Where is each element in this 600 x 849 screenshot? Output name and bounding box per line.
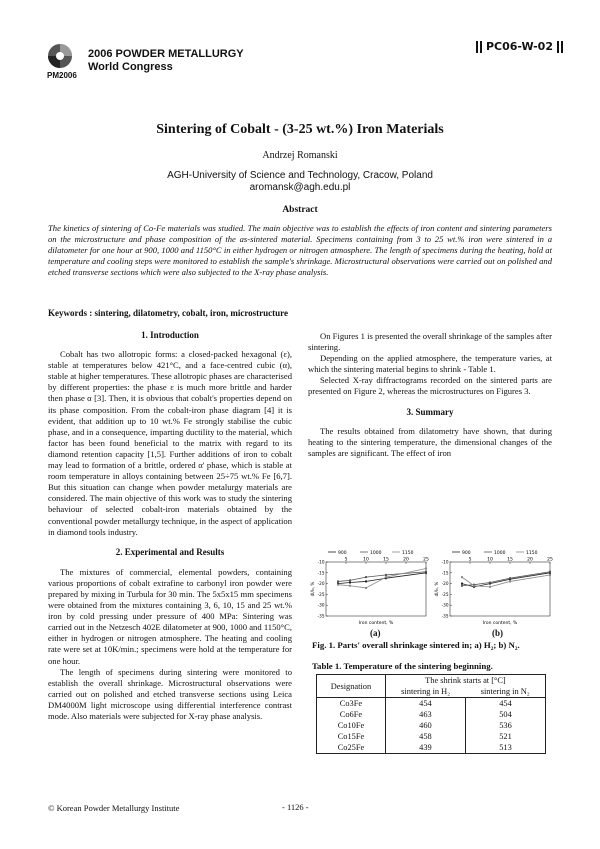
- right-column: [308, 331, 552, 459]
- plot-frame: [450, 562, 550, 616]
- data-point: [461, 583, 463, 585]
- section-heading-summary: 3. Summary: [406, 406, 454, 417]
- data-point: [365, 580, 367, 582]
- y-tick-label: -10: [317, 559, 325, 565]
- table1-cell-n2: 513: [465, 742, 545, 754]
- data-point: [489, 582, 491, 584]
- legend-entry: 1150: [526, 551, 538, 556]
- conference-line2: World Congress: [88, 61, 173, 73]
- table1-cell-designation: Co6Fe: [317, 709, 386, 720]
- figure1-chart-b: [434, 548, 554, 630]
- data-point: [461, 585, 463, 587]
- table1-cell-designation: Co3Fe: [317, 698, 386, 710]
- x-tick-label: 10: [487, 557, 493, 563]
- data-point: [461, 576, 463, 578]
- table1-cell-h2: 439: [385, 742, 465, 754]
- x-axis-label: Iron content, %: [482, 621, 518, 626]
- paper-code-box: [475, 40, 564, 53]
- figure1-label-a: (a): [370, 628, 381, 638]
- x-tick-label: 5: [468, 557, 472, 563]
- data-point: [385, 576, 387, 578]
- series-line: [462, 575, 550, 587]
- data-point: [473, 585, 475, 587]
- data-point: [349, 579, 351, 581]
- table1-cell-h2: 463: [385, 709, 465, 720]
- y-tick-label: -20: [441, 581, 449, 587]
- data-point: [349, 585, 351, 587]
- x-tick-label: 15: [507, 557, 513, 563]
- series-line: [338, 568, 426, 587]
- table1: [316, 674, 546, 754]
- data-point: [509, 577, 511, 579]
- y-tick-label: -15: [317, 570, 325, 576]
- conference-logo-icon: [46, 42, 74, 72]
- left-column: [48, 330, 292, 722]
- y-tick-label: -25: [317, 591, 325, 597]
- table1-cell-n2: 504: [465, 709, 545, 720]
- y-tick-label: -15: [441, 570, 449, 576]
- series-line: [462, 572, 550, 586]
- table-row: [317, 709, 546, 720]
- conference-line1: 2006 POWDER METALLURGY: [88, 48, 244, 60]
- series-line: [338, 572, 426, 582]
- table1-cell-designation: Co25Fe: [317, 742, 386, 754]
- y-axis-label: dl/l₀, %: [434, 581, 439, 597]
- experimental-paragraph-5: Selected X-ray diffractograms recorded on the sintered parts are presented on Figure 2, whereas the microstructures on Figures 3.: [308, 375, 552, 397]
- x-tick-label: 25: [423, 557, 429, 563]
- y-axis-label: dl/l₀, %: [310, 581, 315, 597]
- data-point: [349, 582, 351, 584]
- experimental-paragraph-1: The mixtures of commercial, elemental powders, containing various proportions of cobalt extrafine to carbonyl iron powder were prepared by mixing in Turbula for 30 min. The 5x5x15 mm specimens were obtained from the mixtures containing 3, 6, 10, 15 and 25 wt.% iron by cold pressing under pressure of 400 MPa: Sintering was carried out in the Netzesch 402E dilatometer at 900, 1000 and 1150°C, either in hydrogen or nitrogen atmosphere. The heating and cooling rate were set at 10K/min.; specimens were hold at the temperature for one hour.: [48, 566, 292, 666]
- x-tick-label: 20: [403, 557, 409, 563]
- table1-cell-h2: 458: [385, 731, 465, 742]
- table1-cell-designation: Co10Fe: [317, 720, 386, 731]
- paper-title: Sintering of Cobalt - (3-25 wt.%) Iron Materials: [156, 122, 444, 137]
- table1-cell-n2: 536: [465, 720, 545, 731]
- figure1-label-b: (b): [492, 628, 503, 638]
- legend-entry: 1000: [494, 551, 506, 556]
- x-axis-label: Iron content, %: [358, 621, 394, 626]
- section-heading-introduction: 1. Introduction: [141, 330, 199, 340]
- table1-caption: Table 1. Temperature of the sintering beginning.: [312, 661, 493, 671]
- data-point: [365, 587, 367, 589]
- table1-cell-n2: 521: [465, 731, 545, 742]
- table1-cell-designation: Co15Fe: [317, 731, 386, 742]
- data-point: [385, 574, 387, 576]
- data-point: [425, 567, 427, 569]
- y-tick-label: -30: [441, 602, 449, 608]
- figure1-caption: Fig. 1. Parts' overall shrinkage sintered in; a) H₂; b) N₂.: [312, 640, 520, 650]
- x-tick-label: 5: [344, 557, 348, 563]
- footer-copyright: © Korean Powder Metallurgy Institute: [48, 803, 180, 813]
- y-tick-label: -10: [441, 559, 449, 565]
- affiliation-block: [0, 170, 600, 194]
- table1-header-h2: sintering in H₂: [385, 686, 465, 698]
- page-number: - 1126 -: [282, 802, 309, 812]
- table1-cell-h2: 454: [385, 698, 465, 710]
- data-point: [509, 580, 511, 582]
- table1-header-n2: sintering in N₂: [465, 686, 545, 698]
- abstract-heading: Abstract: [282, 205, 318, 215]
- legend-entry: 1000: [370, 551, 382, 556]
- y-tick-label: -35: [441, 613, 449, 619]
- y-tick-label: -25: [441, 591, 449, 597]
- section-heading-experimental: 2. Experimental and Results: [115, 546, 225, 557]
- plot-frame: [326, 562, 426, 616]
- affiliation: AGH-University of Science and Technology, Cracow, Poland: [167, 170, 433, 181]
- abstract-text: The kinetics of sintering of Co-Fe materials was studied. The main objective was to establish the effects of iron content and sintering parameters on the microstructure and phase composition of the as-sintered material. Specimens containing from 3 to 25 wt.% iron were sintered in a dilatometer for one hour at 900, 1000 and 1150°C in either hydrogen or nitrogen atmosphere. The length of specimens during the heating, hold at temperature and cooling steps were monitored to establish the sample's shrinkage. Microstructural observations were carried out on polished and etched transverse sections which were also subjected to the X-ray phase analysis.: [48, 223, 552, 277]
- table1-cell-n2: 454: [465, 698, 545, 710]
- y-tick-label: -20: [317, 581, 325, 587]
- keywords: Keywords : sintering, dilatometry, cobalt, iron, microstructure: [48, 308, 288, 318]
- table-row: [317, 720, 546, 731]
- intro-paragraph: Cobalt has two allotropic forms: a closed-packed hexagonal (ε), stable at temperatures below 421°C, and a face-centred cubic (α), stable at higher temperatures. These allotropic phases are characterised by different properties: the phase ε is much more brittle and harder then phase α [3]. Then, it is obvious that cobalt's properties depend on its phase composition. From the cobalt-iron phase diagram [4] it is evident, that addition up to 10 wt.% Fe strongly stabilise the cubic phase, and in a consequence, imparting ductility to the material, which factor has been found beneficial to the matrix with regard to its diamond retention capacity [1,5]. Further additions of iron to cobalt may lead to formation of a brittle, ordered α' phase, which is stable at room temperature in alloys containing between 25÷75 wt.% Fe [6,7]. But this situation can change when powder metalurgy materials are considered. The main objective of this work was to study the sintering behaviour of selected cobalt-iron materials obtained by the conventional powder metallurgy technique, in the aspect of application in diamond tools industry.: [48, 349, 292, 537]
- table-row: [317, 742, 546, 754]
- y-tick-label: -30: [317, 602, 325, 608]
- x-tick-label: 10: [363, 557, 369, 563]
- data-point: [549, 574, 551, 576]
- experimental-paragraph-3: On Figures 1 is presented the overall shrinkage of the samples after sintering.: [308, 331, 552, 353]
- paper-code: PC06-W-02: [485, 40, 553, 53]
- data-point: [549, 571, 551, 573]
- table1-header-designation: Designation: [317, 675, 386, 698]
- x-tick-label: 20: [527, 557, 533, 563]
- table-row: [317, 698, 546, 710]
- y-tick-label: -35: [317, 613, 325, 619]
- conference-name: [88, 48, 244, 74]
- data-point: [337, 580, 339, 582]
- data-point: [489, 586, 491, 588]
- experimental-paragraph-4: Depending on the applied atmosphere, the temperature varies, at which the sintering material begins to shrink - Table 1.: [308, 353, 552, 375]
- x-tick-label: 25: [547, 557, 553, 563]
- logo-mark: PM2006: [47, 71, 77, 80]
- x-tick-label: 15: [383, 557, 389, 563]
- author-email: aromansk@agh.edu.pl: [249, 182, 351, 193]
- table1-header-group: The shrink starts at [°C]: [385, 675, 545, 687]
- legend-entry: 900: [462, 551, 471, 556]
- legend-entry: 900: [338, 551, 347, 556]
- table-row: [317, 731, 546, 742]
- data-point: [425, 571, 427, 573]
- legend-entry: 1150: [402, 551, 414, 556]
- summary-paragraph: The results obtained from dilatometry have shown, that during heating to the sintering temperature, the dimensional changes of the samples are significant. The effect of iron: [308, 425, 552, 458]
- data-point: [365, 576, 367, 578]
- author-name: Andrzej Romanski: [262, 150, 338, 161]
- table1-cell-h2: 460: [385, 720, 465, 731]
- figure1-chart-a: [310, 548, 430, 630]
- data-point: [337, 584, 339, 586]
- experimental-paragraph-2: The length of specimens during sintering were monitored to establish the overall shrinkage. Microstructural observations were carried out on polished and etched transverse sections using Leica DM4000M light microscope using differential interference contrast mode. Also materials were subjected for X-ray phase analysis.: [48, 666, 292, 721]
- series-line: [338, 573, 426, 584]
